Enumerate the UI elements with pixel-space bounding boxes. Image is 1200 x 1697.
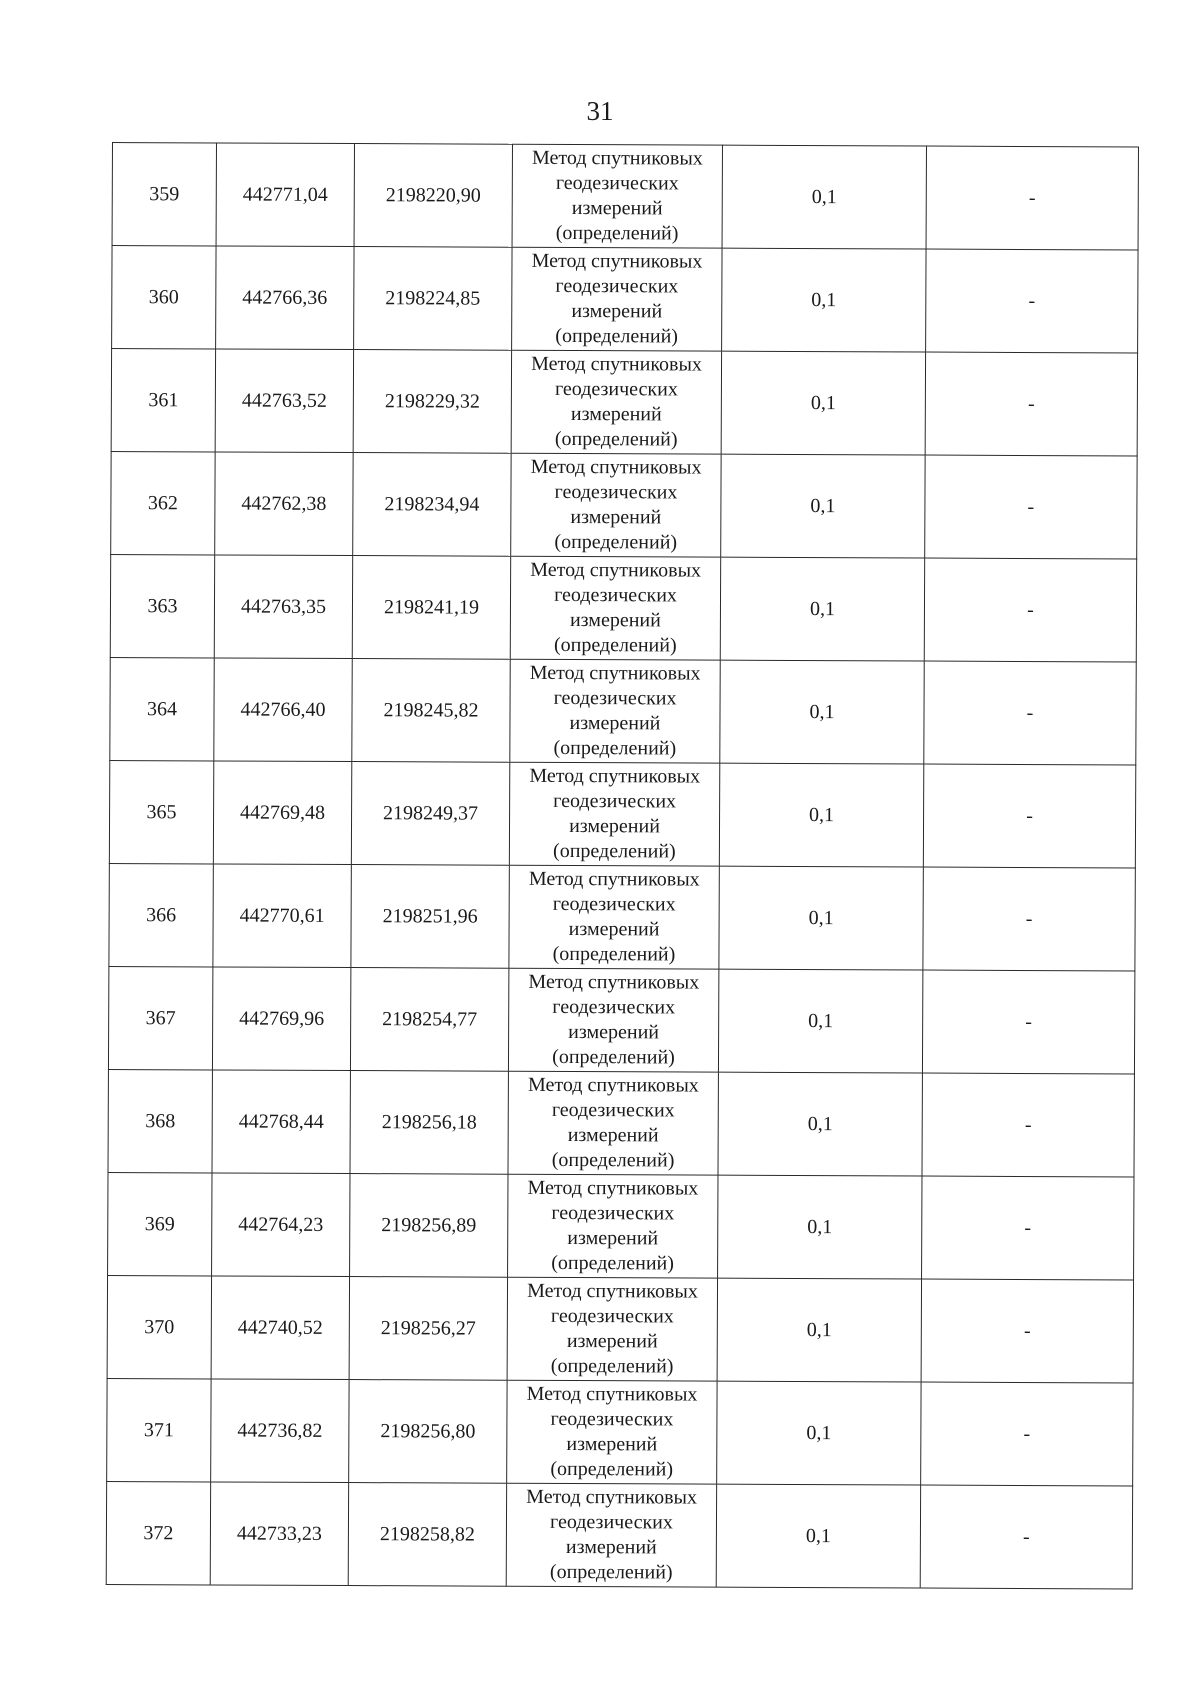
- point-number: 359: [112, 143, 216, 246]
- coordinate-y: 2198234,94: [353, 453, 511, 557]
- table-row: [108, 966, 1134, 1073]
- coordinate-x: 442740,52: [211, 1276, 349, 1380]
- table-row: [111, 349, 1137, 456]
- note: -: [924, 661, 1136, 765]
- method-line: измерений: [566, 1432, 658, 1456]
- method-line: измерений: [566, 1329, 658, 1353]
- coordinate-y: 2198256,89: [350, 1174, 508, 1278]
- method-cell: [508, 1071, 718, 1175]
- method-line: измерений: [568, 1020, 660, 1044]
- method-line: геодезических: [555, 274, 679, 298]
- coordinate-x: 442766,36: [216, 246, 354, 350]
- note: -: [926, 249, 1138, 353]
- method-line: Метод спутниковых: [528, 867, 700, 891]
- method-line: (определений): [554, 427, 678, 451]
- coordinate-y: 2198256,18: [350, 1071, 508, 1175]
- point-number: 369: [108, 1172, 212, 1275]
- point-number: 365: [109, 760, 213, 863]
- point-number: 368: [108, 1069, 212, 1172]
- method-line: измерений: [571, 300, 663, 323]
- table-row: [111, 451, 1137, 558]
- coordinate-y: 2198241,19: [352, 556, 510, 660]
- method-line: измерений: [569, 815, 660, 838]
- method-line: геодезических: [554, 583, 678, 607]
- method-line: (определений): [555, 324, 679, 348]
- method-line: Метод спутниковых: [527, 1176, 699, 1200]
- method-line: (определений): [553, 633, 677, 657]
- method-line: (определений): [553, 839, 676, 863]
- table-row: [106, 1481, 1132, 1588]
- method-line: геодезических: [553, 789, 677, 813]
- method-line: Метод спутниковых: [529, 764, 701, 788]
- coordinate-x: 442762,38: [215, 452, 353, 556]
- point-number: 362: [111, 451, 215, 554]
- accuracy: 0,1: [721, 351, 925, 455]
- accuracy: 0,1: [719, 866, 923, 970]
- note: -: [922, 970, 1134, 1074]
- method-line: геодезических: [553, 686, 677, 710]
- note: -: [922, 1176, 1134, 1280]
- accuracy: 0,1: [722, 145, 926, 249]
- point-number: 370: [107, 1275, 211, 1378]
- point-number: 367: [108, 966, 212, 1069]
- method-line: геодезических: [551, 1201, 675, 1225]
- accuracy: 0,1: [717, 1278, 921, 1382]
- method-line: (определений): [552, 1045, 675, 1069]
- table-body: [106, 143, 1138, 1589]
- note: -: [921, 1279, 1133, 1383]
- coordinate-x: 442733,23: [210, 1482, 348, 1586]
- accuracy: 0,1: [721, 454, 925, 558]
- method-cell: [510, 556, 720, 660]
- method-line: Метод спутниковых: [528, 970, 700, 994]
- accuracy: 0,1: [722, 248, 926, 352]
- method-line: геодезических: [551, 1098, 675, 1122]
- note: -: [925, 455, 1137, 559]
- method-line: Метод спутниковых: [526, 1382, 698, 1406]
- table-row: [109, 760, 1135, 867]
- accuracy: 0,1: [718, 1175, 922, 1279]
- note: -: [924, 558, 1136, 662]
- method-cell: [508, 1174, 718, 1278]
- coordinate-y: 2198256,27: [349, 1277, 507, 1381]
- coordinate-y: 2198258,82: [348, 1483, 506, 1587]
- note: -: [925, 352, 1137, 456]
- table-row: [107, 1378, 1133, 1485]
- method-line: Метод спутниковых: [531, 146, 703, 170]
- method-line: измерений: [570, 506, 662, 529]
- method-line: геодезических: [550, 1304, 674, 1328]
- coordinate-x: 442763,52: [215, 349, 353, 453]
- method-line: Метод спутниковых: [530, 558, 702, 582]
- method-line: измерений: [570, 403, 662, 426]
- coordinate-x: 442763,35: [214, 555, 352, 659]
- coordinate-y: 2198220,90: [354, 144, 512, 248]
- method-line: измерений: [569, 712, 661, 735]
- coordinate-x: 442769,48: [213, 761, 351, 865]
- coordinate-x: 442736,82: [211, 1379, 349, 1483]
- method-line: Метод спутниковых: [529, 661, 701, 685]
- coordinate-y: 2198249,37: [351, 762, 509, 866]
- table-row: [109, 863, 1135, 970]
- method-line: измерений: [565, 1535, 657, 1559]
- method-line: измерений: [569, 609, 661, 632]
- method-line: геодезических: [554, 480, 678, 504]
- note: -: [922, 1073, 1134, 1177]
- table-row: [110, 657, 1136, 764]
- method-line: Метод спутниковых: [526, 1485, 698, 1509]
- coordinate-x: 442769,96: [212, 967, 350, 1071]
- method-line: (определений): [551, 1251, 674, 1275]
- point-number: 363: [110, 554, 214, 657]
- method-line: Метод спутниковых: [530, 455, 702, 479]
- method-cell: [509, 865, 719, 969]
- accuracy: 0,1: [719, 763, 923, 867]
- point-number: 366: [109, 863, 213, 966]
- accuracy: 0,1: [716, 1484, 920, 1588]
- method-cell: [511, 453, 721, 557]
- method-line: геодезических: [552, 892, 676, 916]
- note: -: [926, 146, 1138, 250]
- method-cell: [507, 1380, 717, 1484]
- table-row: [112, 143, 1138, 250]
- point-number: 372: [106, 1481, 210, 1584]
- accuracy: 0,1: [720, 660, 924, 764]
- coordinate-y: 2198256,80: [349, 1380, 507, 1484]
- method-line: Метод спутниковых: [527, 1279, 698, 1303]
- method-line: геодезических: [555, 171, 679, 195]
- accuracy: 0,1: [720, 557, 924, 661]
- method-line: (определений): [552, 942, 676, 966]
- method-line: (определений): [549, 1560, 673, 1584]
- table-row: [108, 1172, 1134, 1279]
- method-line: (определений): [550, 1354, 674, 1378]
- method-cell: [506, 1483, 716, 1587]
- method-line: Метод спутниковых: [531, 249, 703, 273]
- coordinate-x: 442770,61: [213, 864, 351, 968]
- method-cell: [509, 762, 719, 866]
- page-number: 31: [586, 96, 614, 126]
- coordinates-table: [106, 142, 1139, 1589]
- method-line: Метод спутниковых: [527, 1073, 699, 1097]
- coordinate-x: 442764,23: [212, 1173, 350, 1277]
- method-line: измерений: [571, 197, 663, 220]
- coordinate-x: 442771,04: [216, 143, 354, 247]
- method-line: геодезических: [552, 995, 676, 1019]
- point-number: 364: [110, 657, 214, 760]
- point-number: 361: [111, 349, 215, 452]
- method-cell: [512, 247, 722, 351]
- method-line: (определений): [555, 221, 679, 245]
- coordinate-y: 2198254,77: [350, 968, 508, 1072]
- method-line: (определений): [554, 530, 678, 554]
- note: -: [923, 867, 1135, 971]
- method-line: измерений: [567, 1123, 659, 1147]
- coordinate-y: 2198229,32: [353, 350, 511, 454]
- method-line: геодезических: [549, 1510, 673, 1534]
- method-line: (определений): [550, 1457, 674, 1481]
- coordinate-x: 442768,44: [212, 1070, 350, 1174]
- point-number: 371: [107, 1378, 211, 1481]
- note: -: [920, 1485, 1132, 1589]
- method-line: измерений: [568, 918, 660, 941]
- method-line: (определений): [551, 1148, 675, 1172]
- accuracy: 0,1: [718, 1072, 922, 1176]
- method-line: измерений: [567, 1226, 659, 1250]
- table-row: [107, 1275, 1133, 1382]
- coordinate-y: 2198224,85: [354, 247, 512, 351]
- method-cell: [512, 144, 722, 248]
- note: -: [923, 764, 1135, 868]
- coordinate-y: 2198245,82: [352, 659, 510, 763]
- method-line: геодезических: [550, 1407, 674, 1431]
- table-row: [112, 246, 1138, 353]
- coordinate-y: 2198251,96: [351, 865, 509, 969]
- method-cell: [507, 1277, 717, 1381]
- method-cell: [508, 968, 718, 1072]
- method-line: Метод спутниковых: [531, 352, 702, 376]
- point-number: 360: [112, 246, 216, 349]
- table-row: [110, 554, 1136, 661]
- method-line: геодезических: [554, 377, 678, 401]
- note: -: [921, 1382, 1133, 1486]
- method-cell: [510, 659, 720, 763]
- method-cell: [511, 350, 721, 454]
- accuracy: 0,1: [718, 969, 922, 1073]
- coordinate-x: 442766,40: [214, 658, 352, 762]
- accuracy: 0,1: [717, 1381, 921, 1485]
- table-row: [108, 1069, 1134, 1176]
- method-line: (определений): [553, 736, 677, 760]
